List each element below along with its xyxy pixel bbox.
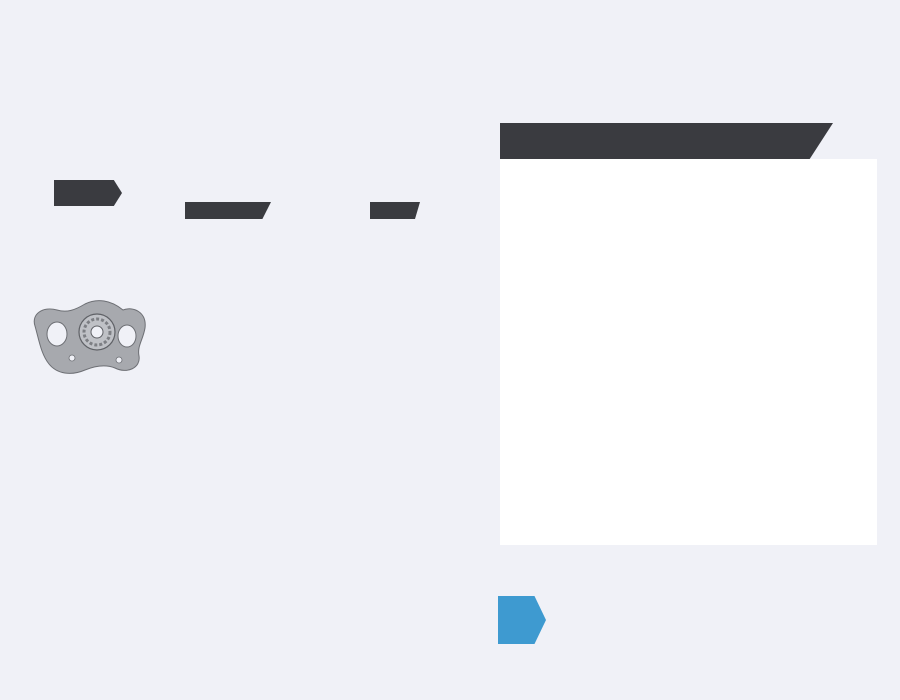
metal-root-tag	[54, 180, 122, 206]
metal-part-image	[27, 296, 152, 376]
panel-header	[500, 123, 833, 159]
materials-grid	[500, 159, 877, 545]
attributes-column-header	[185, 202, 271, 219]
key-tag	[498, 596, 546, 644]
dmls-column-header	[370, 202, 420, 219]
